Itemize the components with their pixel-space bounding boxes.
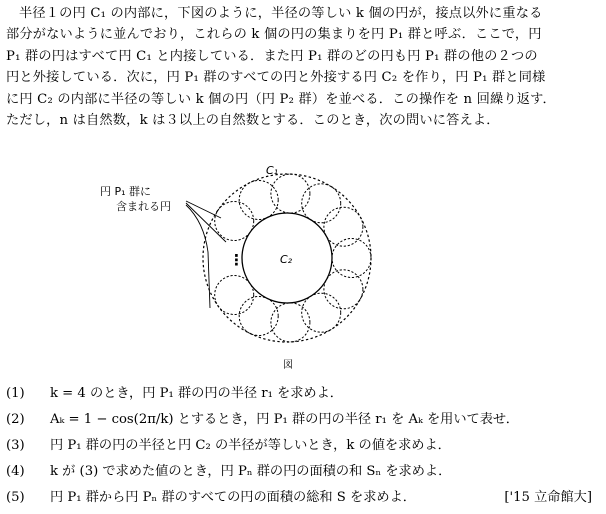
question-text: k が (3) で求めた値のとき，円 Pₙ 群の円の面積の和 Sₙ を求めよ．	[50, 464, 452, 479]
question-text: k = 4 のとき，円 P₁ 群の円の半径 r₁ を求めよ．	[50, 386, 343, 401]
p1-group-label-line2: 含まれる円	[116, 200, 171, 213]
question-text: Aₖ = 1 − cos(2π/k) とするとき，円 P₁ 群の円の半径 r₁ を Aₖ を用いて表せ．	[50, 412, 519, 427]
pointer-line	[186, 203, 226, 242]
question-number: (4)	[6, 464, 25, 479]
p1-circle	[324, 207, 363, 246]
question-text: 円 P₁ 群から円 Pₙ 群のすべての円の面積の総和 S を求めよ．	[50, 490, 416, 505]
question-item	[6, 382, 602, 406]
p1-circle	[271, 174, 310, 213]
question-item	[6, 434, 602, 458]
vertical-dots: ⋮	[229, 251, 244, 269]
p1-circle	[324, 270, 363, 309]
statement-line: 円と外接している．次に，円 P₁ 群のすべての円と外接する円 C₂ を作り，円 P₁ 群と同様	[6, 70, 546, 86]
statement-line: 部分がないように並んでおり，これらの k 個の円の集まりを円 P₁ 群と呼ぶ．ここで，円	[6, 27, 542, 43]
question-item	[6, 486, 602, 510]
question-item	[6, 460, 602, 484]
p1-circle	[302, 293, 341, 332]
p1-group-label-line1: 円 P₁ 群に	[100, 185, 152, 198]
question-text: 円 P₁ 群の円の半径と円 C₂ の半径が等しいとき，k の値を求めよ．	[50, 438, 451, 453]
question-number: (2)	[6, 412, 25, 427]
p1-circle	[271, 303, 310, 342]
source-citation: ['15 立命館大]	[504, 490, 592, 505]
question-number: (1)	[6, 386, 25, 401]
problem-statement	[6, 3, 602, 131]
statement-line: に円 C₂ の内部に半径の等しい k 個の円（円 P₂ 群）を並べる．この操作を n 回繰り返す．	[6, 91, 556, 107]
statement-line: 半径１の円 C₁ の内部に，下図のように，半径の等しい k 個の円が，接点以外に重なる	[19, 6, 543, 21]
pointer-line	[186, 205, 210, 308]
circle-figure	[100, 160, 400, 375]
pointer-line	[186, 201, 221, 218]
statement-line: ただし，n は自然数，k は３以上の自然数とする．このとき，次の問いに答えよ．	[6, 113, 500, 129]
statement-line: P₁ 群の円はすべて円 C₁ と内接している．また円 P₁ 群のどの円も円 P₁ 群の他の２つの	[6, 48, 538, 64]
figure-caption: 図	[283, 360, 293, 371]
c1-label: C₁	[266, 164, 279, 177]
question-number: (5)	[6, 490, 25, 505]
c2-label: C₂	[280, 253, 293, 266]
question-number: (3)	[6, 438, 25, 453]
question-item	[6, 408, 602, 432]
